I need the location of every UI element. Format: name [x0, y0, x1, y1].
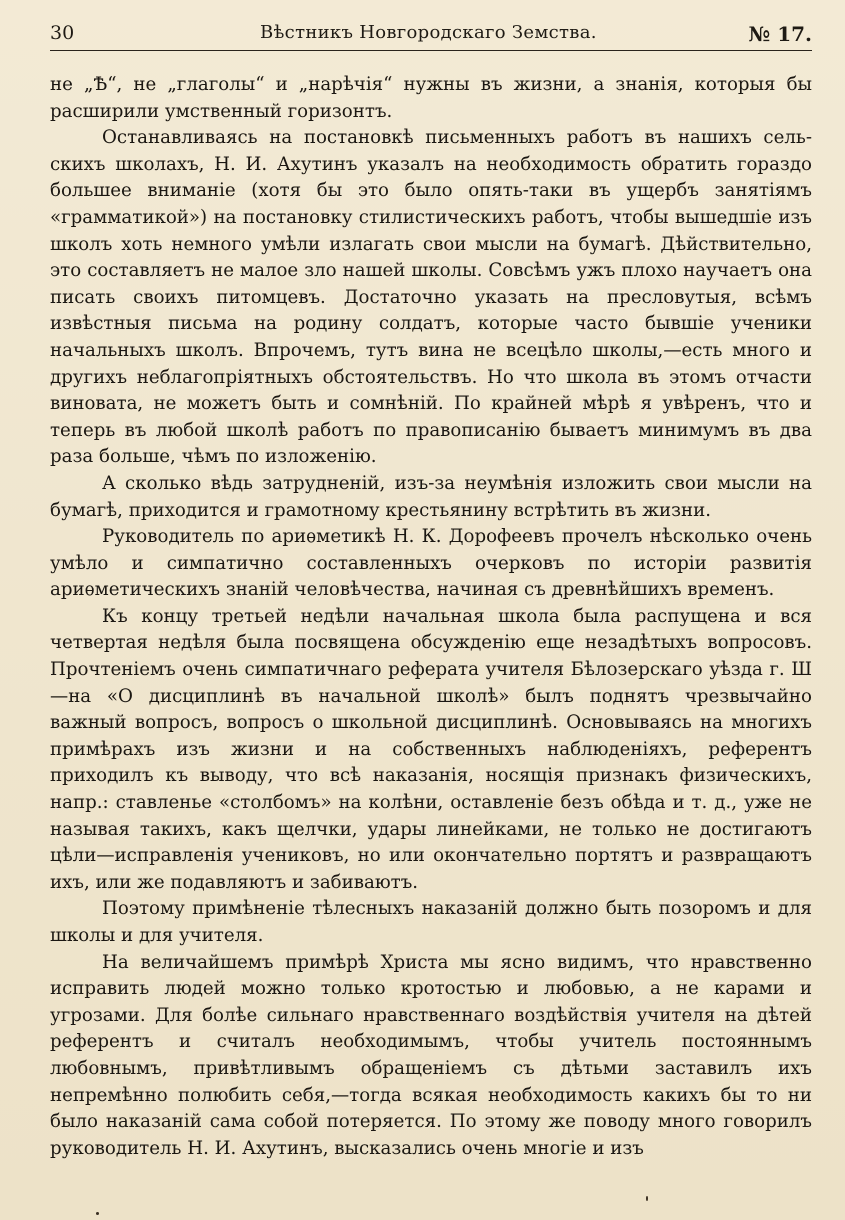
- paragraph: На величайшемъ примѣрѣ Христа мы ясно видимъ, что нравственно исправить людей можно только кротостью и любовью, а не карами и угрозами. Для болѣе сильнаго нравственнаго воздѣйствія учителя на дѣтей референтъ и считалъ необходимымъ, чтобы учитель постояннымъ любовнымъ, привѣтливымъ обращеніемъ съ дѣтьми заставилъ ихъ непремѣнно полюбить себя,—тогда всякая необходимость какихъ бы то ни было наказаній сама собой потеряется. По этому же поводу много говорилъ руководитель Н. И. Ахутинъ, высказались очень многіе и изъ: [50, 951, 812, 1159]
- paragraph: Поэтому примѣненіе тѣлесныхъ наказаній должно быть позоромъ и для школы и для учителя.: [50, 898, 812, 946]
- header-rule: [50, 50, 812, 51]
- running-header: [50, 22, 812, 48]
- paragraph: Руководитель по ариѳметикѣ Н. К. Дорофеевъ прочелъ нѣсколько очень умѣло и симпатично составленныхъ очерковъ по исторіи развитія ариѳметическихъ знаній человѣчества, начиная съ древнѣйшихъ временъ.: [50, 526, 812, 601]
- issue-number: № 17.: [748, 22, 812, 46]
- article-body: [50, 72, 812, 1162]
- ink-speck: [646, 1196, 648, 1201]
- page-number: 30: [50, 22, 75, 44]
- paragraph: Останавливаясь на постановкѣ письменныхъ работъ въ нашихъ сельскихъ школахъ, Н. И. Ахутинъ указалъ на необходимость обратить гораздо большее вниманіе (хотя бы это было опять-таки въ ущербъ занятіямъ «грамматикой») на постановку стилистическихъ работъ, чтобы вышедшіе изъ школъ хоть немного умѣли излагать свои мысли на бумагѣ. Дѣйствительно, это составляетъ не малое зло нашей школы. Совсѣмъ ужъ плохо научаетъ она писать своихъ питомцевъ. Достаточно указать на пресловутыя, всѣмъ извѣстныя письма на родину солдатъ, которые часто бывшіе ученики начальныхъ школъ. Впрочемъ, тутъ вина не всецѣло школы,—есть много и другихъ неблагопріятныхъ обстоятельствъ. Но что школа въ этомъ отчасти виновата, не можетъ быть и сомнѣній. По крайней мѣрѣ я увѣренъ, что и теперь въ любой школѣ работъ по правописанію бываетъ минимумъ въ два раза больше, чѣмъ по изложенію.: [50, 127, 812, 468]
- paragraph: не „Ѣ“, не „глаголы“ и „нарѣчія“ нужны въ жизни, а знанія, которыя бы расширили умственный горизонтъ.: [50, 74, 812, 122]
- ink-speck: [96, 1212, 99, 1215]
- paragraph: Къ концу третьей недѣли начальная школа была распущена и вся четвертая недѣля была посвящена обсужденію еще незадѣтыхъ вопросовъ. Прочтеніемъ очень симпатичнаго реферата учителя Бѣлозерскаго уѣзда г. Ш—на «О дисциплинѣ въ начальной школѣ» былъ поднятъ чрезвычайно важный вопросъ, вопросъ о школьной дисциплинѣ. Основываясь на многихъ примѣрахъ изъ жизни и на собственныхъ наблюденіяхъ, референтъ приходилъ къ выводу, что всѣ наказанія, носящія признакъ физическихъ, напр.: ставленье «столбомъ» на колѣни, оставленіе безъ обѣда и т. д., уже не называя такихъ, какъ щелчки, удары линейками, не только не достигаютъ цѣли—исправленія учениковъ, но или окончательно портятъ и развращаютъ ихъ, или же подавляютъ и забиваютъ.: [50, 605, 812, 893]
- paragraph: А сколько вѣдь затрудненій, изъ-за неумѣнія изложить свои мысли на бумагѣ, приходится и грамотному крестьянину встрѣтить въ жизни.: [50, 472, 812, 521]
- journal-title: Вѣстникъ Новгородскаго Земства.: [260, 22, 597, 43]
